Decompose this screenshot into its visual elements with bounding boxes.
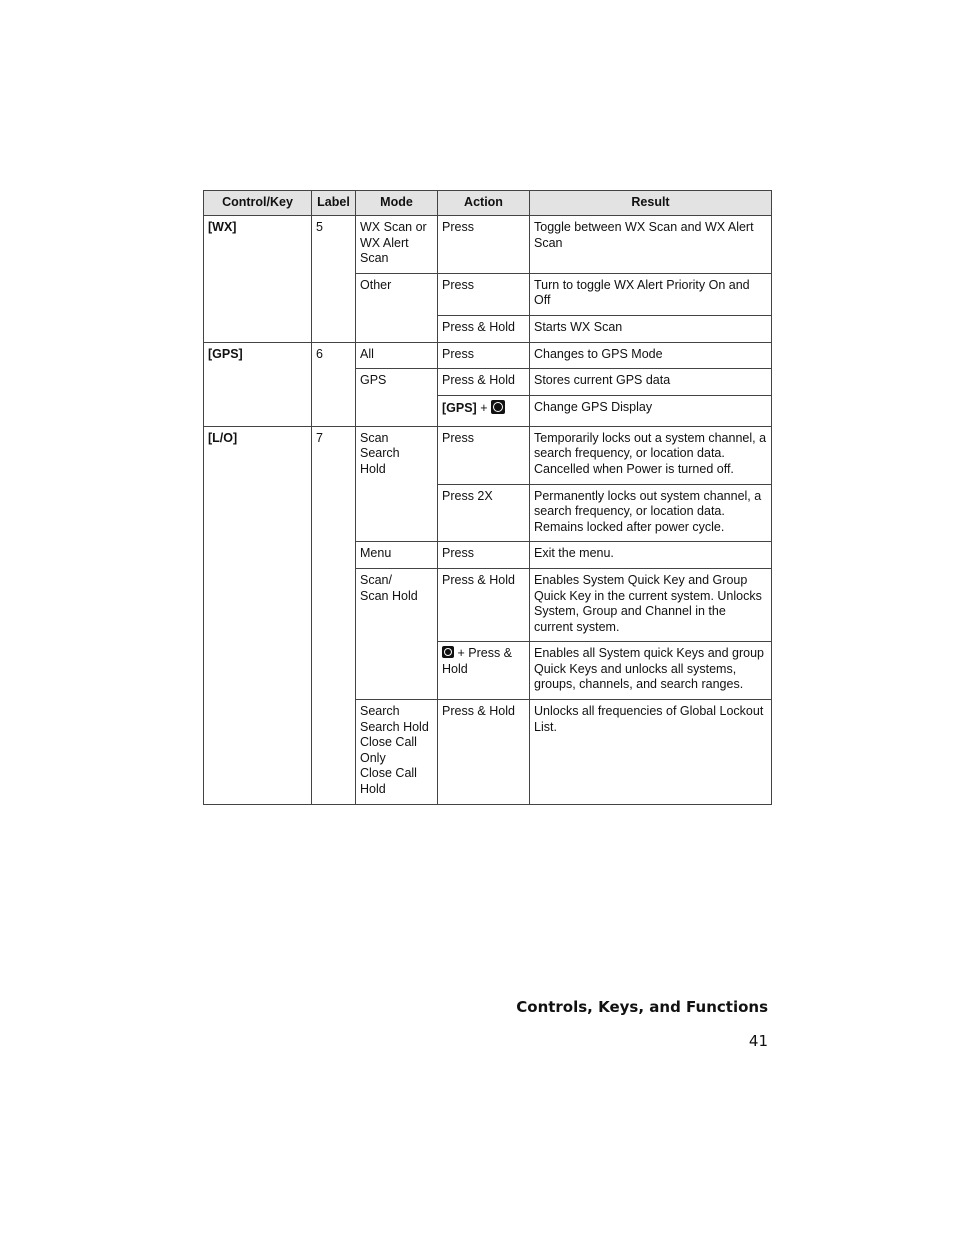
wx-key: [WX]: [204, 216, 312, 343]
gps-label: 6: [312, 342, 356, 426]
lo-action-4: Press & Hold: [438, 568, 530, 641]
gps-mode-2: GPS: [356, 369, 438, 427]
section-title: Controls, Keys, and Functions: [516, 998, 768, 1016]
mode-line: Search Hold: [360, 719, 429, 734]
plus-sign: +: [480, 400, 488, 415]
mode-line: Search: [360, 704, 400, 719]
wx-label: 5: [312, 216, 356, 343]
lo-key: [L/O]: [204, 426, 312, 804]
gps-key: [GPS]: [204, 342, 312, 426]
lo-result-3: Exit the menu.: [530, 542, 772, 569]
lo-action-5: [438, 642, 530, 700]
lo-result-1: Temporarily locks out a system channel, a search frequency, or location data. Cancelled when Power is turned off.: [530, 426, 772, 484]
header-control-key: Control/Key: [204, 191, 312, 216]
lo-result-2: Permanently locks out system channel, a search frequency, or location data. Remains locked after power cycle.: [530, 484, 772, 542]
gps-result-3: Change GPS Display: [530, 395, 772, 426]
lo-action-6: Press & Hold: [438, 700, 530, 805]
lo-action-1: Press: [438, 426, 530, 484]
mode-line: Scan Hold: [360, 588, 418, 603]
header-label: Label: [312, 191, 356, 216]
table-header-row: [204, 191, 772, 216]
wx-action-1: Press: [438, 216, 530, 274]
gps-action-1: Press: [438, 342, 530, 369]
gps-mode-1: All: [356, 342, 438, 369]
lo-label: 7: [312, 426, 356, 804]
gps-key-ref: [GPS]: [442, 400, 477, 415]
header-action: Action: [438, 191, 530, 216]
lo-result-4: Enables System Quick Key and Group Quick Key in the current system. Unlocks System, Group and Channel in the current system.: [530, 568, 772, 641]
wx-action-3: Press & Hold: [438, 315, 530, 342]
header-result: Result: [530, 191, 772, 216]
mode-line: Hold: [360, 461, 386, 476]
controls-table: [203, 190, 772, 805]
knob-button-icon: [442, 646, 454, 658]
mode-line: Close Call: [360, 735, 417, 750]
lo-result-6: Unlocks all frequencies of Global Lockout List.: [530, 700, 772, 805]
header-mode: Mode: [356, 191, 438, 216]
mode-line: Only: [360, 750, 386, 765]
mode-line: Hold: [360, 782, 386, 797]
lo-mode-1: [356, 426, 438, 542]
table-row: [204, 426, 772, 484]
wx-result-2: Turn to toggle WX Alert Priority On and Off: [530, 273, 772, 315]
knob-button-icon: [491, 400, 505, 414]
gps-result-1: Changes to GPS Mode: [530, 342, 772, 369]
page-number: 41: [748, 1032, 768, 1050]
lo-result-5: Enables all System quick Keys and group Quick Keys and unlocks all systems, groups, channels, and search ranges.: [530, 642, 772, 700]
mode-line: Search: [360, 446, 400, 461]
wx-action-2: Press: [438, 273, 530, 315]
mode-line: Scan/: [360, 572, 392, 587]
wx-result-3: Starts WX Scan: [530, 315, 772, 342]
table-row: [204, 216, 772, 274]
wx-mode-1: WX Scan or WX Alert Scan: [356, 216, 438, 274]
table-row: [204, 342, 772, 369]
lo-mode-4: [356, 700, 438, 805]
action-text: + Press & Hold: [442, 646, 513, 676]
gps-action-2: Press & Hold: [438, 369, 530, 396]
mode-line: Scan: [360, 430, 389, 445]
wx-mode-2: Other: [356, 273, 438, 342]
lo-mode-3: [356, 568, 438, 699]
wx-result-1: Toggle between WX Scan and WX Alert Scan: [530, 216, 772, 274]
lo-action-2: Press 2X: [438, 484, 530, 542]
lo-action-3: Press: [438, 542, 530, 569]
mode-line: Close Call: [360, 766, 417, 781]
gps-action-3: [438, 395, 530, 426]
gps-result-2: Stores current GPS data: [530, 369, 772, 396]
lo-mode-2: Menu: [356, 542, 438, 569]
